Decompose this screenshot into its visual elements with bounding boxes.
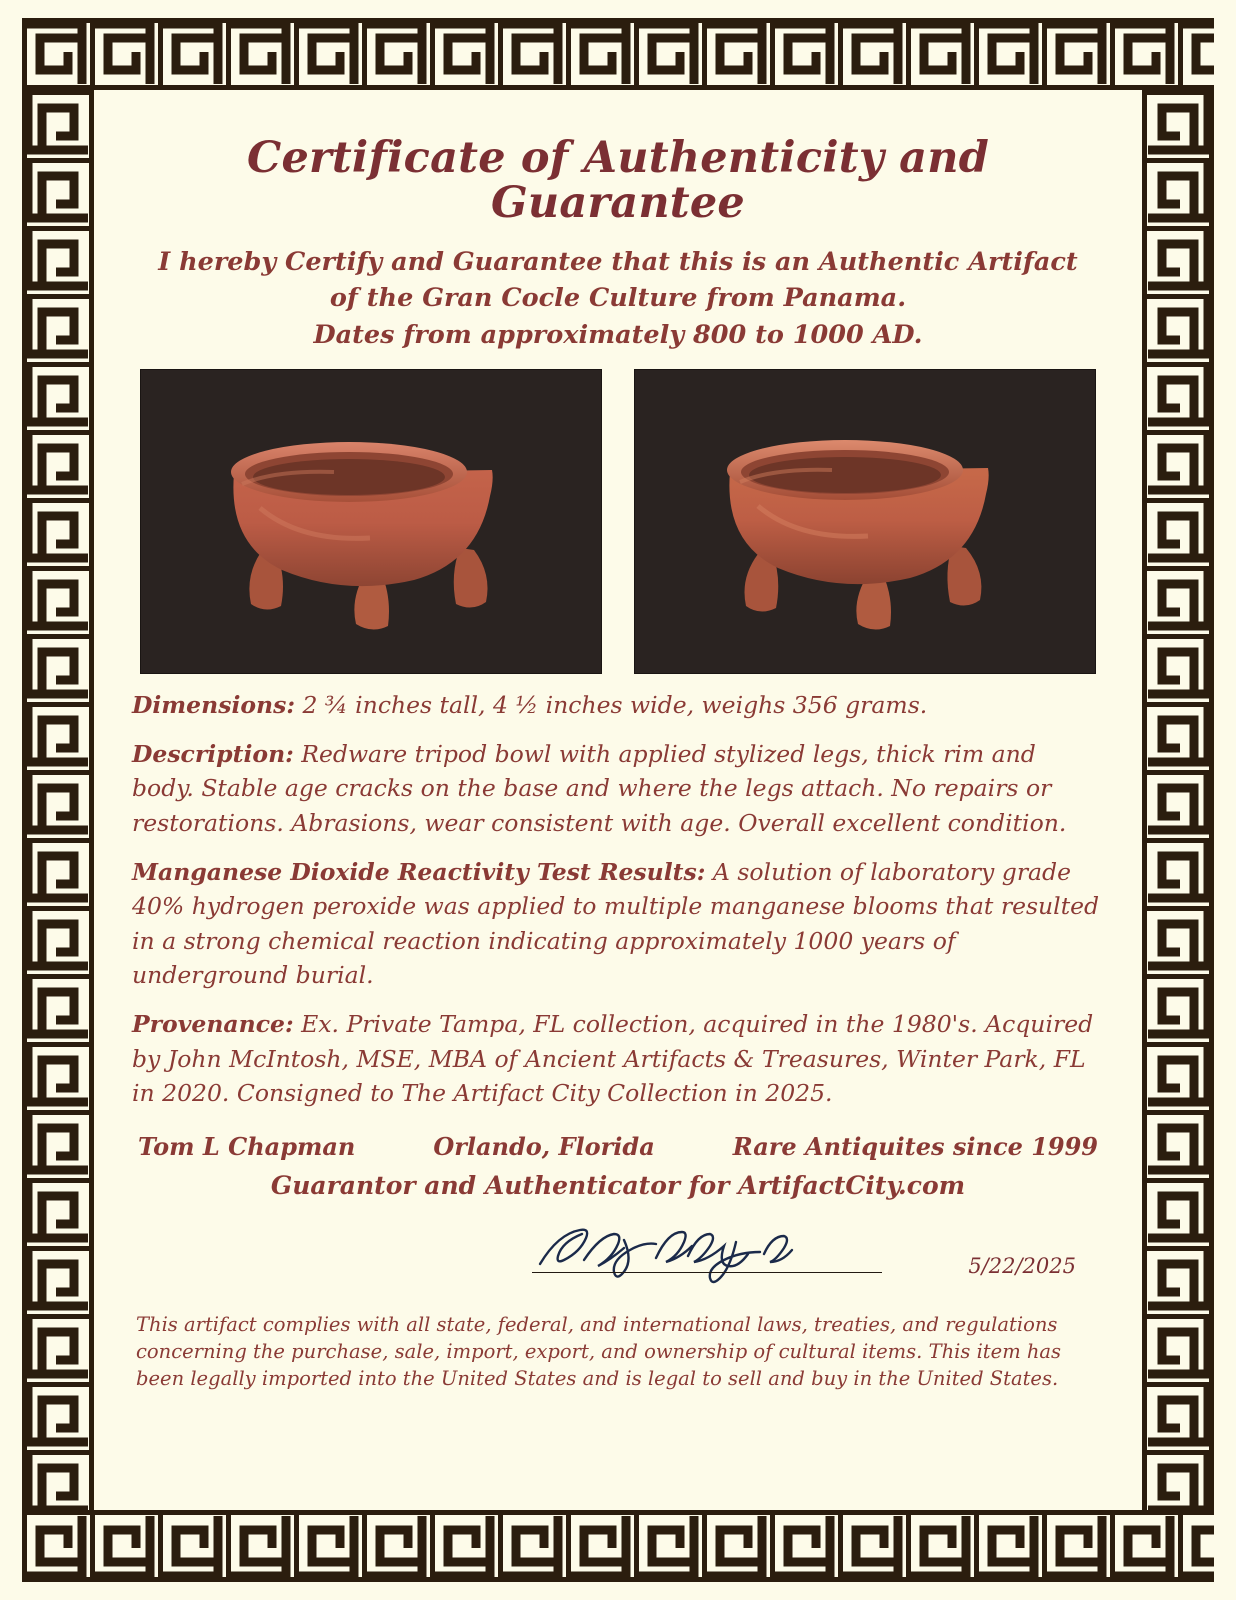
greek-key-border-left: [22, 90, 94, 1510]
field-dimensions: [132, 688, 1104, 722]
field-provenance-value: Ex. Private Tampa, FL collection, acquired in the 1980's. Acquired by John McIntosh, MSE, MBA of Ancient Artifacts & Treasures, Winter Park, FL in 2020. Consigned to The Artifact City Collection in 2025.: [132, 1010, 1094, 1107]
signature-line: [532, 1272, 882, 1273]
artifact-photo-left: [140, 369, 602, 674]
guarantor-role-line: Guarantor and Authenticator for ArtifactCity.com: [270, 1171, 966, 1201]
greek-key-border-top: [22, 18, 1214, 90]
tripod-bowl-illustration: [206, 422, 536, 632]
field-dimensions-label: Dimensions:: [132, 690, 296, 719]
field-manganese-test-label: Manganese Dioxide Reactivity Test Results:: [132, 858, 706, 887]
certificate-content: [104, 100, 1132, 1504]
signature-date: 5/22/2025: [968, 1254, 1076, 1279]
page-title: Certificate of Authenticity and Guarantee: [247, 133, 989, 229]
signer-name: Tom L Chapman: [138, 1132, 356, 1162]
legal-notice: This artifact complies with all state, federal, and international laws, treaties, and regulations concerning the purchase, sale, import, export, and ownership of cultural items. This item has been legally imported into the United States and is legal to sell and buy in the United States.: [136, 1313, 1062, 1390]
field-description-value: Redware tripod bowl with applied stylized legs, thick rim and body. Stable age cracks on the base and where the legs attach. No repairs or restorations. Abrasions, wear consistent with age. Overall excellent condition.: [132, 740, 1067, 837]
field-manganese-test-value: A solution of laboratory grade 40% hydrogen peroxide was applied to multiple manganese blooms that resulted in a strong chemical reaction indicating approximately 1000 years of underground burial.: [132, 858, 1100, 989]
certification-line-3: Dates from approximately 800 to 1000 AD.: [313, 319, 923, 350]
artifact-photo-right: [634, 369, 1096, 674]
certification-statement: [132, 244, 1104, 353]
field-provenance: [132, 1007, 1104, 1110]
artifact-photo-gallery: [140, 369, 1096, 674]
signer-location: Orlando, Florida: [433, 1132, 655, 1162]
greek-key-border-right: [1142, 90, 1214, 1510]
handwritten-signature-icon: [532, 1212, 862, 1284]
field-provenance-label: Provenance:: [132, 1010, 294, 1039]
certification-line-2: of the Gran Cocle Culture from Panama.: [329, 283, 907, 314]
tripod-bowl-illustration-alt: [700, 422, 1030, 632]
field-description: [132, 737, 1104, 840]
greek-key-border-bottom: [22, 1510, 1214, 1582]
field-dimensions-value: 2 ¾ inches tall, 4 ½ inches wide, weighs 356 grams.: [295, 690, 928, 719]
signer-info-row: [138, 1132, 1098, 1161]
certification-line-1: I hereby Certify and Guarantee that this is an Authentic Artifact: [158, 247, 1078, 278]
signer-tagline: Rare Antiquites since 1999: [732, 1132, 1098, 1162]
field-manganese-test: [132, 855, 1104, 992]
field-description-label: Description:: [132, 740, 294, 769]
signature-area: [132, 1206, 1104, 1302]
